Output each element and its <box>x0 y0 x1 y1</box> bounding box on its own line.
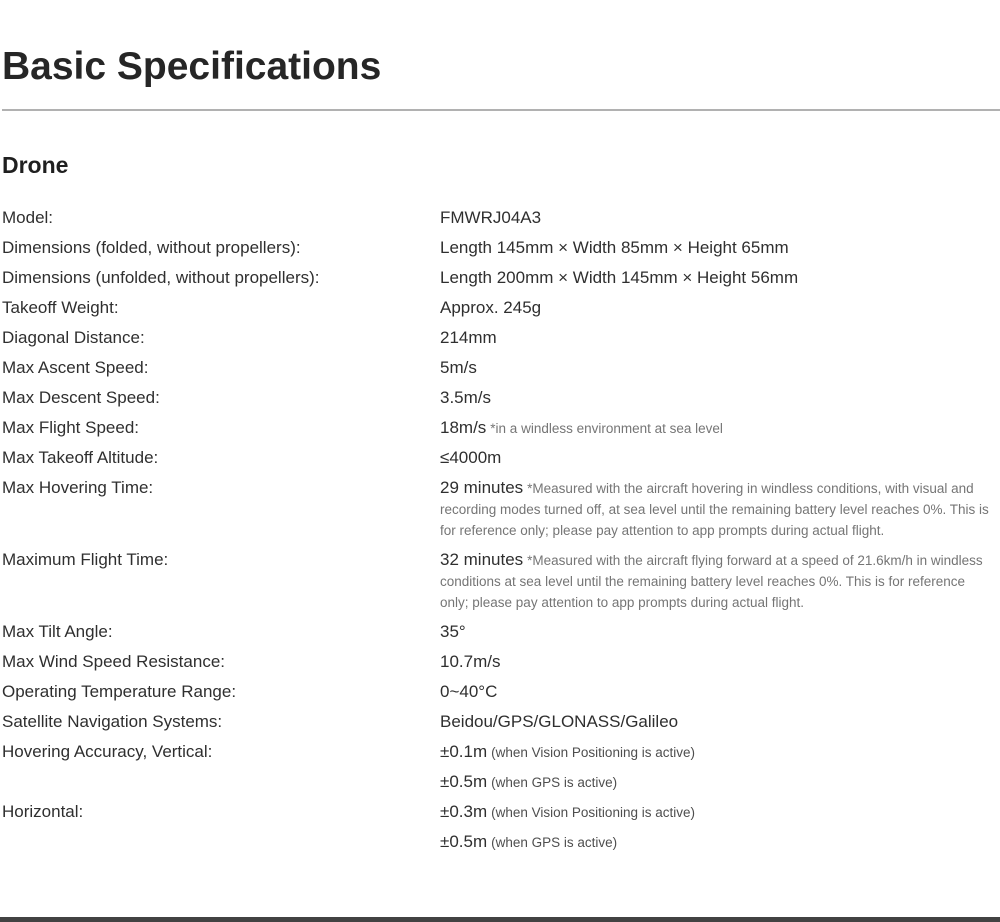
spec-value: Length 145mm × Width 85mm × Height 65mm <box>440 238 789 257</box>
spec-value: 32 minutes <box>440 550 524 569</box>
spec-table <box>2 207 1000 852</box>
spec-label: Dimensions (folded, without propellers): <box>2 238 301 257</box>
spec-value: 214mm <box>440 328 497 347</box>
spec-value: Length 200mm × Width 145mm × Height 56mm <box>440 268 799 287</box>
spec-value: ±0.3m <box>440 802 488 821</box>
spec-value: 5m/s <box>440 358 477 377</box>
title-divider <box>2 109 1000 111</box>
spec-label: Diagonal Distance: <box>2 328 145 347</box>
spec-value: 18m/s <box>440 418 487 437</box>
spec-row-hovering-accuracy-horizontal-gps <box>2 831 1000 852</box>
spec-row-max-tilt-angle <box>2 621 1000 642</box>
spec-label: Model: <box>2 208 54 227</box>
spec-value: ±0.5m <box>440 832 488 851</box>
spec-row-max-wind-resistance <box>2 651 1000 672</box>
spec-value: Approx. 245g <box>440 298 542 317</box>
spec-value: ±0.1m <box>440 742 488 761</box>
spec-value: Beidou/GPS/GLONASS/Galileo <box>440 712 679 731</box>
spec-row-takeoff-weight <box>2 297 1000 318</box>
page-title: Basic Specifications <box>2 45 382 88</box>
spec-label: Maximum Flight Time: <box>2 550 169 569</box>
spec-document <box>0 44 1000 852</box>
spec-label: Horizontal: <box>2 802 84 821</box>
spec-footnote: *in a windless environment at sea level <box>490 421 723 436</box>
spec-label: Max Flight Speed: <box>2 418 140 437</box>
spec-value: 29 minutes <box>440 478 524 497</box>
spec-label: Max Tilt Angle: <box>2 622 113 641</box>
spec-row-max-flight-speed <box>2 417 1000 438</box>
spec-condition-note: (when Vision Positioning is active) <box>491 805 695 820</box>
spec-value: FMWRJ04A3 <box>440 208 542 227</box>
spec-row-hovering-accuracy-horizontal <box>2 801 1000 822</box>
spec-label: Max Hovering Time: <box>2 478 154 497</box>
spec-row-model <box>2 207 1000 228</box>
spec-label: Satellite Navigation Systems: <box>2 712 223 731</box>
spec-value: ≤4000m <box>440 448 502 467</box>
spec-value: 35° <box>440 622 466 641</box>
spec-label: Max Ascent Speed: <box>2 358 149 377</box>
spec-row-diagonal-distance <box>2 327 1000 348</box>
spec-value: 0~40°C <box>440 682 498 701</box>
spec-row-dimensions-folded <box>2 237 1000 258</box>
spec-condition-note: (when Vision Positioning is active) <box>491 745 695 760</box>
spec-label: Hovering Accuracy, Vertical: <box>2 742 213 761</box>
spec-row-dimensions-unfolded <box>2 267 1000 288</box>
spec-row-satellite-navigation <box>2 711 1000 732</box>
spec-row-max-hovering-time <box>2 477 1000 540</box>
spec-row-max-ascent-speed <box>2 357 1000 378</box>
spec-label: Max Takeoff Altitude: <box>2 448 159 467</box>
spec-condition-note: (when GPS is active) <box>491 835 618 850</box>
spec-footnote: *Measured with the aircraft hovering in windless conditions, with visual and recording modes turned off, at sea level until the remaining battery level reaches 0%. This is for reference only; please pay attention to app prompts during actual flight. <box>440 481 989 538</box>
spec-row-hovering-accuracy-vertical <box>2 741 1000 762</box>
spec-label: Operating Temperature Range: <box>2 682 237 701</box>
spec-footnote: *Measured with the aircraft flying forward at a speed of 21.6km/h in windless conditions at sea level until the remaining battery level reaches 0%. This is for reference only; please pay attention to app prompts during actual flight. <box>440 553 983 610</box>
spec-label: Dimensions (unfolded, without propellers): <box>2 268 320 287</box>
spec-row-max-descent-speed <box>2 387 1000 408</box>
spec-row-operating-temperature <box>2 681 1000 702</box>
spec-label: Max Wind Speed Resistance: <box>2 652 225 671</box>
spec-value: 3.5m/s <box>440 388 492 407</box>
spec-row-hovering-accuracy-vertical-gps <box>2 771 1000 792</box>
spec-value: ±0.5m <box>440 772 488 791</box>
section-heading-drone: Drone <box>2 152 69 178</box>
spec-label: Takeoff Weight: <box>2 298 119 317</box>
spec-value: 10.7m/s <box>440 652 501 671</box>
spec-row-maximum-flight-time <box>2 549 1000 612</box>
spec-condition-note: (when GPS is active) <box>491 775 618 790</box>
spec-label: Max Descent Speed: <box>2 388 160 407</box>
bottom-edge-bar <box>0 917 1000 922</box>
spec-row-max-takeoff-altitude <box>2 447 1000 468</box>
